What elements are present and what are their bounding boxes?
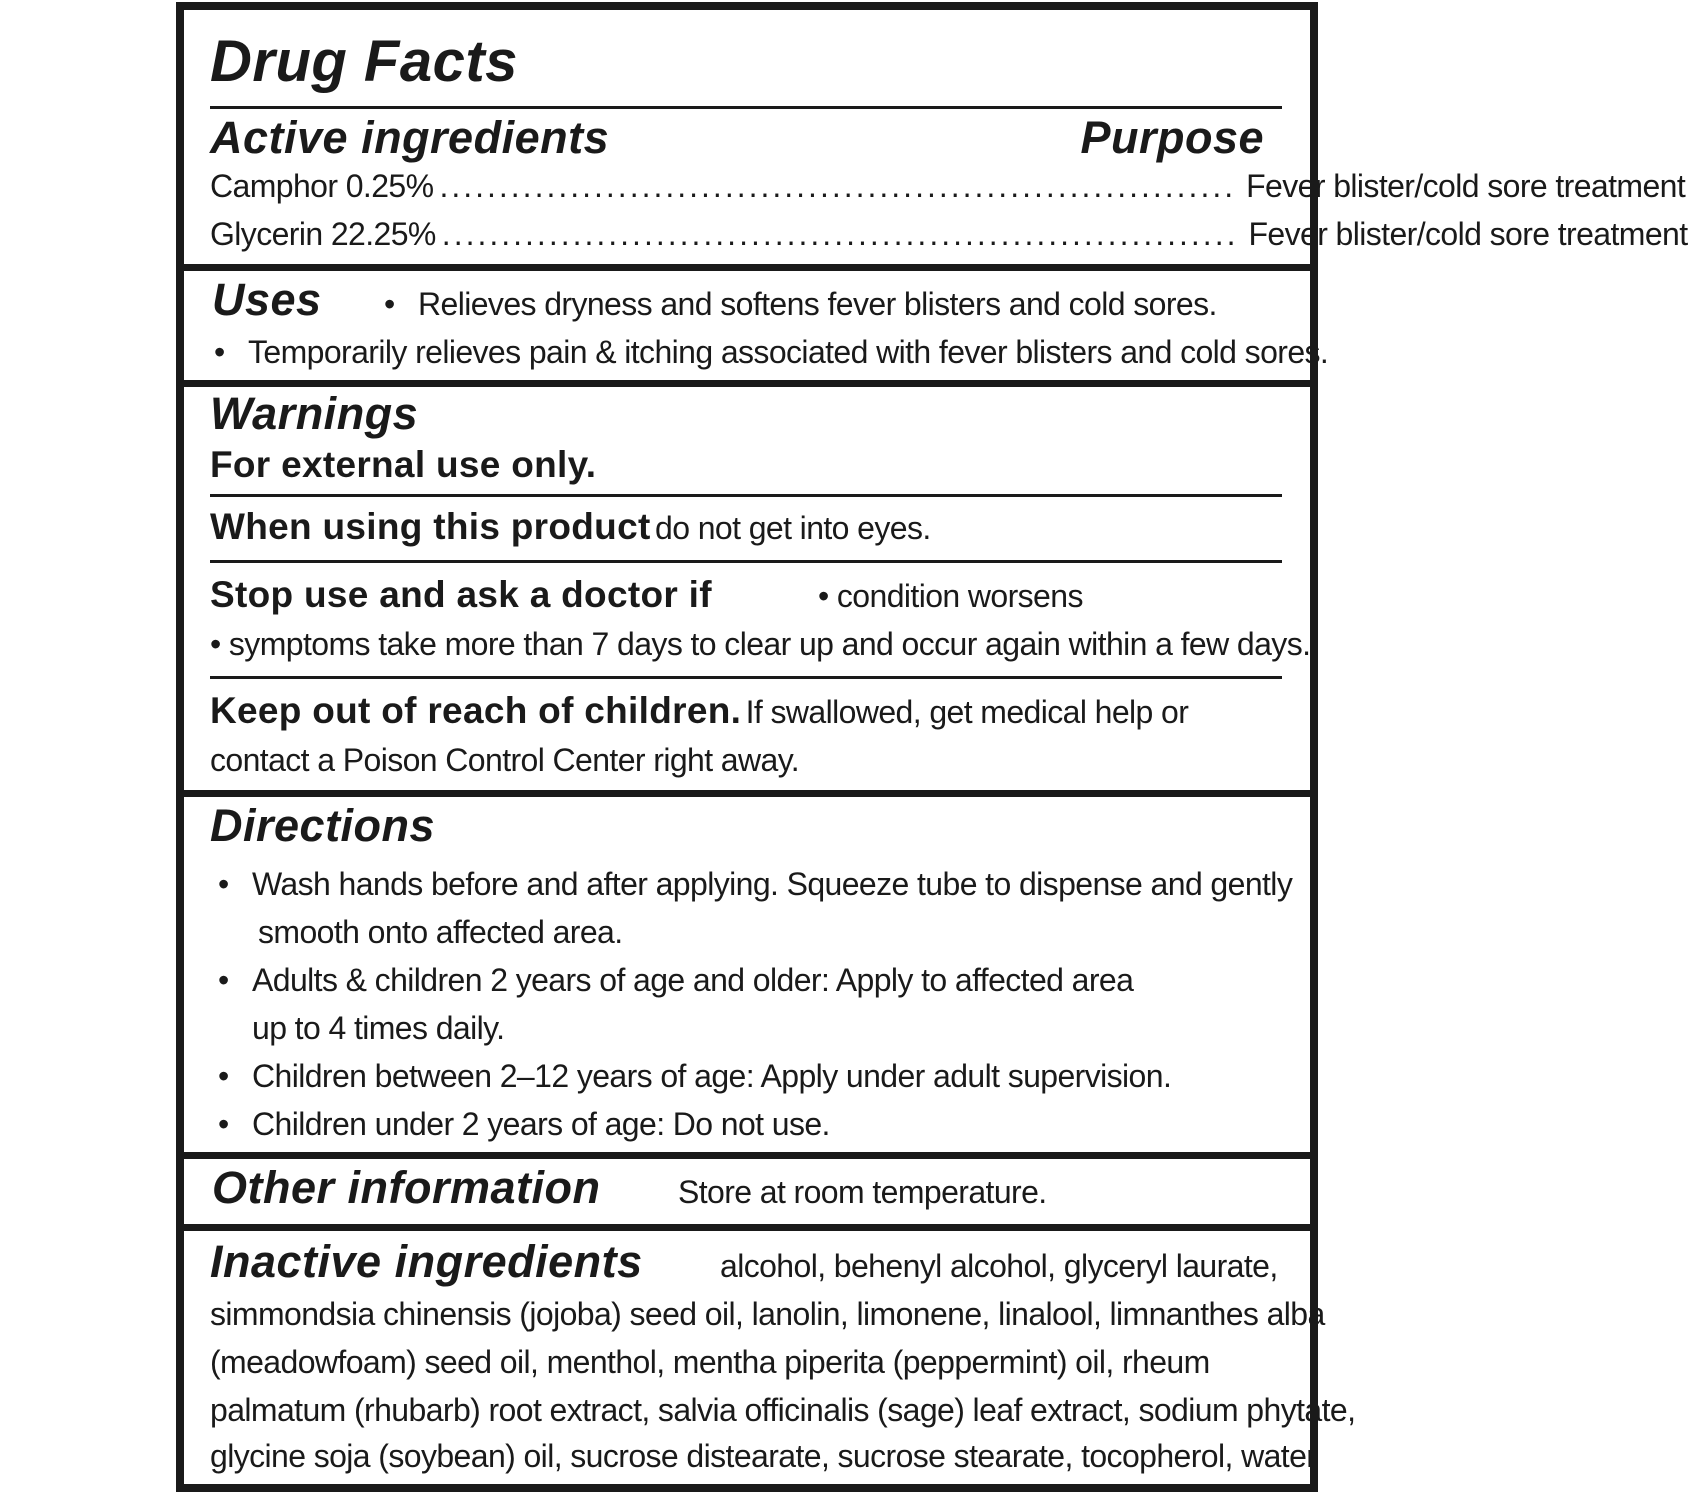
ingredient-name: Camphor 0.25%: [210, 168, 434, 204]
uses-item: [384, 286, 1217, 323]
warnings-heading: Warnings: [210, 388, 419, 439]
title-rule: [210, 106, 1282, 109]
other-information-heading: Other information: [212, 1162, 601, 1213]
directions-item: [218, 866, 1292, 903]
bullet: •: [818, 578, 829, 614]
uses-item: [214, 334, 1328, 371]
directions-item-continued: up to 4 times daily.: [252, 1010, 505, 1046]
stop-use-item-text: condition worsens: [836, 578, 1083, 614]
section-divider: [184, 264, 1310, 271]
uses-item-text: Temporarily relieves pain & itching associated with fever blisters and cold sores.: [248, 334, 1329, 370]
directions-item-text: Wash hands before and after applying. Squeeze tube to dispense and gently: [252, 866, 1293, 902]
warnings-rule: [210, 560, 1282, 563]
directions-item-text: Children under 2 years of age: Do not use.: [252, 1106, 830, 1142]
purpose-heading: Purpose: [1080, 112, 1264, 163]
drug-facts-panel: [176, 2, 1688, 1492]
when-using-text: do not get into eyes.: [655, 510, 931, 546]
inactive-ingredients-text: glycine soja (soybean) oil, sucrose distearate, sucrose stearate, tocopherol, water: [210, 1438, 1317, 1474]
inactive-ingredients-text: alcohol, behenyl alcohol, glyceryl laurate,: [720, 1248, 1278, 1284]
bullet: •: [218, 1106, 229, 1142]
directions-item: [218, 1106, 830, 1143]
section-divider: [184, 380, 1310, 387]
external-use-warning: For external use only.: [210, 444, 597, 485]
directions-item: [218, 1058, 1171, 1095]
keep-out-line: [210, 690, 1188, 732]
inactive-ingredients-text: palmatum (rhubarb) root extract, salvia officinalis (sage) leaf extract, sodium phytate,: [210, 1392, 1356, 1428]
bullet: •: [218, 1058, 229, 1094]
section-divider: [184, 1224, 1310, 1231]
bullet: •: [218, 866, 229, 902]
stop-use-item-text: symptoms take more than 7 days to clear up and occur again within a few days.: [228, 626, 1311, 662]
ingredient-purpose: Fever blister/cold sore treatment: [1246, 168, 1686, 204]
inactive-ingredients-text: (meadowfoam) seed oil, menthol, mentha piperita (peppermint) oil, rheum: [210, 1344, 1210, 1380]
directions-item-text: Children between 2–12 years of age: Apply under adult supervision.: [252, 1058, 1172, 1094]
keep-out-text-continued: contact a Poison Control Center right away.: [210, 742, 800, 778]
ingredient-purpose: Fever blister/cold sore treatment: [1248, 216, 1688, 252]
directions-item-text: Adults & children 2 years of age and older: Apply to affected area: [252, 962, 1134, 998]
stop-use-item: [818, 578, 1083, 615]
active-ingredient-row: [210, 216, 1688, 253]
when-using-line: [210, 506, 931, 548]
ingredient-name: Glycerin 22.25%: [210, 216, 436, 252]
bullet: •: [210, 626, 221, 662]
active-ingredients-heading: Active ingredients: [210, 112, 610, 163]
section-divider: [184, 1152, 1310, 1159]
directions-item-continued: smooth onto affected area.: [258, 914, 623, 950]
leader-dots: ...................................................................: [441, 216, 1239, 252]
other-information-text: Store at room temperature.: [678, 1174, 1047, 1210]
directions-heading: Directions: [210, 800, 436, 851]
uses-heading: Uses: [212, 274, 322, 325]
warnings-rule: [210, 676, 1282, 679]
bullet: •: [214, 334, 225, 370]
active-ingredient-row: [210, 168, 1686, 205]
drug-facts-title: Drug Facts: [210, 29, 518, 94]
when-using-label: When using this product: [210, 506, 651, 547]
bullet: •: [384, 286, 395, 322]
stop-use-item: [210, 626, 1310, 663]
keep-out-label: Keep out of reach of children.: [210, 690, 742, 731]
uses-item-text: Relieves dryness and softens fever blisters and cold sores.: [418, 286, 1217, 322]
stop-use-line: [210, 574, 712, 616]
stop-use-label: Stop use and ask a doctor if: [210, 574, 712, 615]
leader-dots: ...................................................................: [439, 168, 1237, 204]
section-divider: [184, 790, 1310, 797]
bullet: •: [218, 962, 229, 998]
inactive-ingredients-text: simmondsia chinensis (jojoba) seed oil, lanolin, limonene, linalool, limnanthes alba: [210, 1296, 1325, 1332]
warnings-rule: [210, 494, 1282, 497]
inactive-ingredients-heading: Inactive ingredients: [210, 1236, 643, 1287]
directions-item: [218, 962, 1133, 999]
keep-out-text: If swallowed, get medical help or: [745, 694, 1189, 730]
